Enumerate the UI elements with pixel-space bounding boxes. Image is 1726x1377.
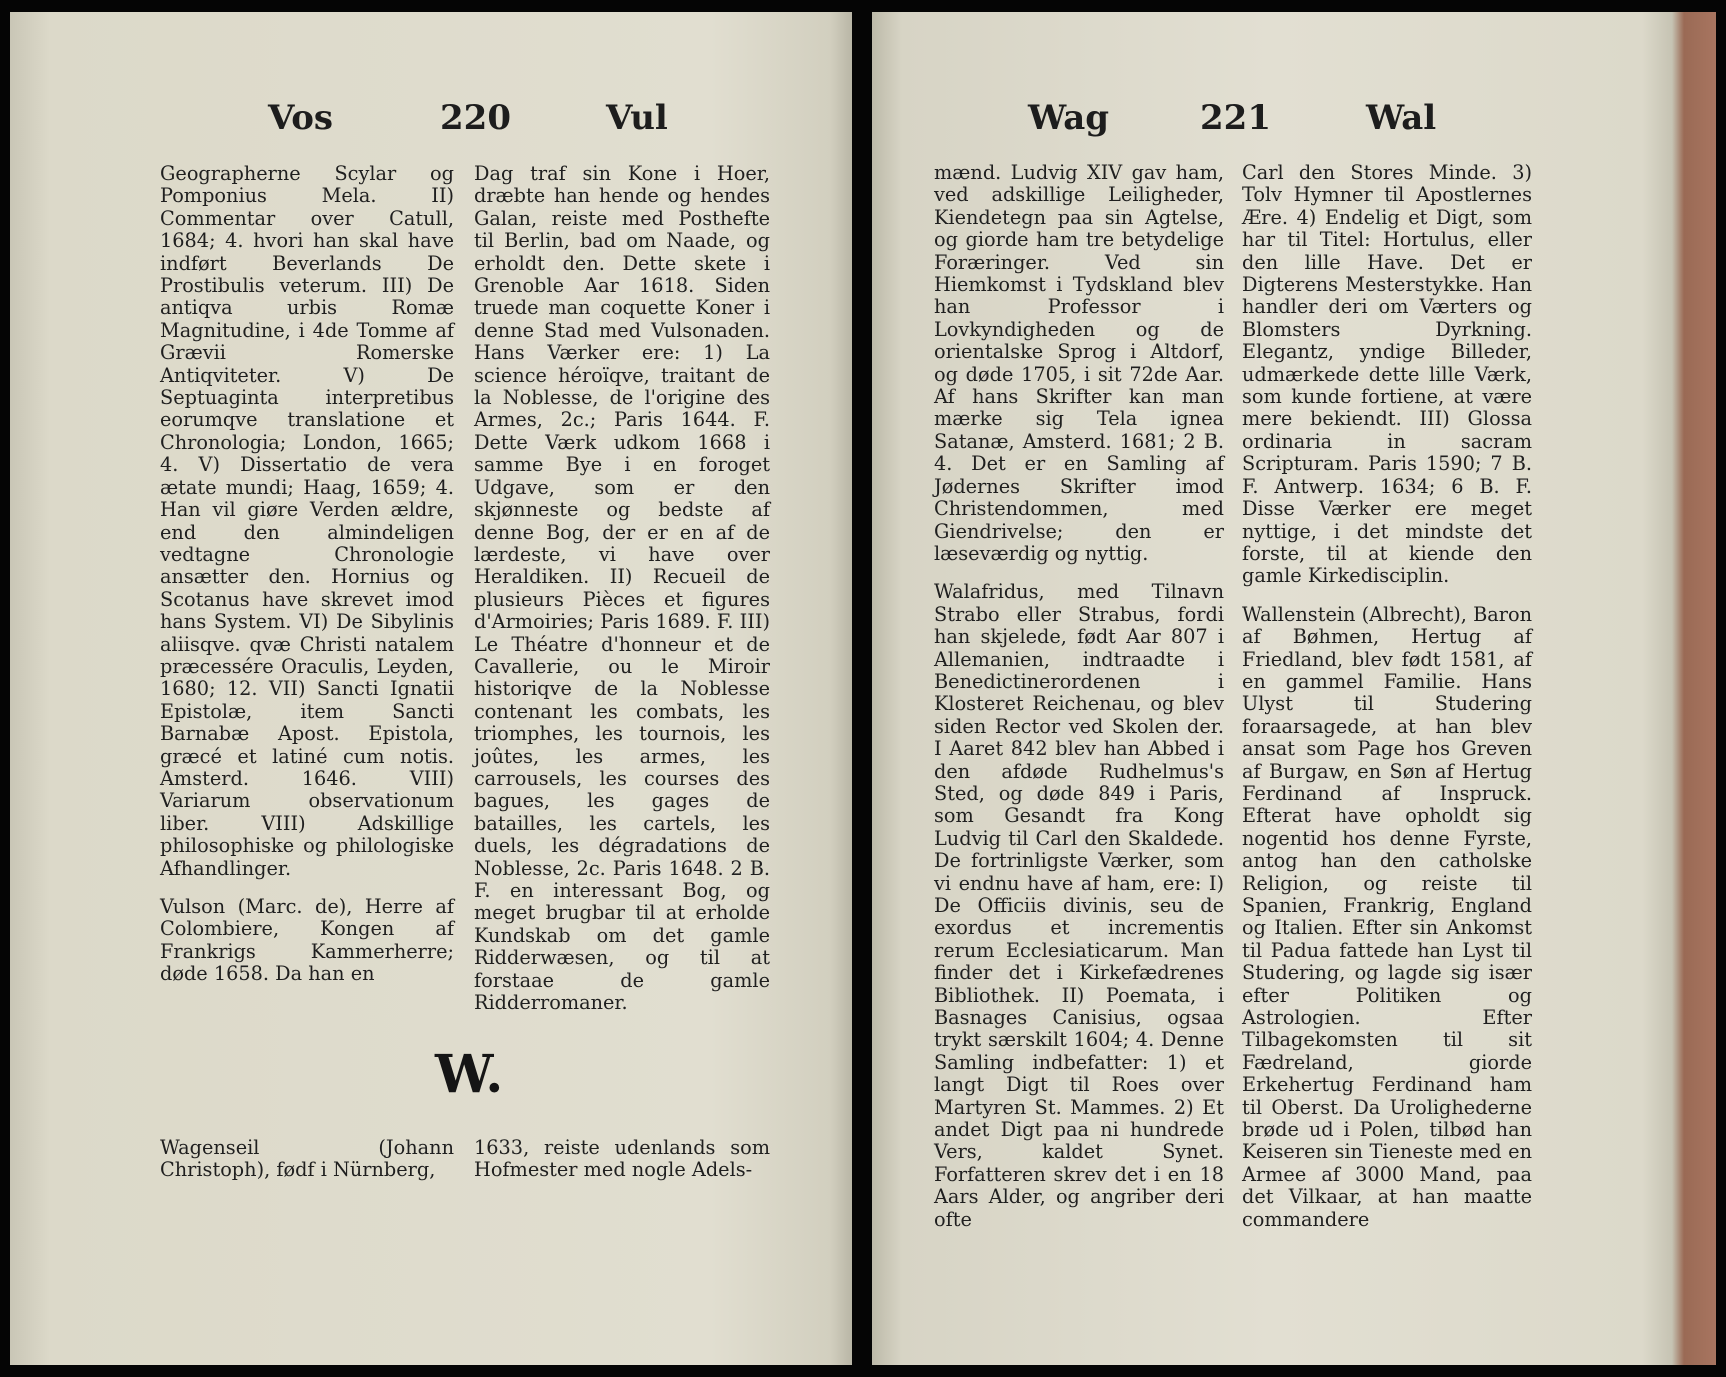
paragraph: 1633, reiste udenlands som Hofmester med nogle Adels- — [474, 1136, 770, 1182]
entry-paragraph: Walafridus, med Tilnavn Strabo eller Strabus, fordi han skjelede, født Aar 807 i Allemanien, indtraadte i Benedictinerordenen i Klosteret Reichenau, og blev siden Rector ved Skolen der. I Aaret 842 blev han Abbed i den afdøde Rudhelmus's Sted, og døde 849 i Paris, som Gesandt fra Kong Ludvig til Carl den Skaldede. De fortrinligste Værker, som vi endnu have af ham, ere: I) De Officiis divinis, seu de exordus et incrementis rerum Ecclesiaticarum. Man finder det i Kirkefædrenes Bibliothek. II) Poemata, i Basnages Canisius, ogsaa trykt særskilt 1604; 4. Denne Samling indbefatter: 1) et langt Digt til Roes over Martyren St. Mammes. 2) Et andet Digt paa ni hundrede Vers, kaldet Synet. Forfatteren skrev det i en 18 Aars Alder, og angriber deri ofte — [934, 580, 1224, 1231]
header-left-word: Vos — [268, 98, 334, 138]
right-page-column-2 — [1242, 162, 1532, 1231]
paragraph: Carl den Stores Minde. 3) Tolv Hymner til Apostlernes Ære. 4) Endelig et Digt, som har til Titel: Hortulus, eller den lille Have. Det er Digterens Mesterstykke. Han handler deri om Værters og Blomsters Dyrkning. Elegantz, yndige Billeder, udmærkede dette lille Værk, som kunde fortiene, at være mere bekiendt. III) Glossa ordinaria in sacram Scripturam. Paris 1590; 7 B. F. Antwerp. 1634; 6 B. F. Disse Værker ere meget nyttige, i det mindste det forste, til at kiende den gamle Kirkedisciplin. — [1242, 161, 1532, 588]
page-number: 221 — [1200, 98, 1271, 138]
section-letter: W. — [435, 1044, 504, 1105]
paragraph: mænd. Ludvig XIV gav ham, ved adskillige Leiligheder, Kiendetegn paa sin Agtelse, og giorde ham tre betydelige Foræringer. Ved sin Hiemkomst i Tydskland blev han Professor i Lovkyndigheden og de orientalske Sprog i Altdorf, og døde 1705, i sit 72de Aar. Af hans Skrifter kan man mærke sig Tela ignea Satanæ, Amsterd. 1681; 2 B. 4. Det er en Samling af Jødernes Skrifter imod Christendommen, med Giendrivelse; den er læseværdig og nyttig. — [934, 161, 1224, 565]
left-page — [10, 12, 852, 1365]
header-left-word: Wag — [1028, 98, 1110, 138]
left-page-column-1 — [160, 163, 454, 986]
left-page-bottom-column-2 — [474, 1137, 770, 1182]
paragraph: Geographerne Scylar og Pomponius Mela. II) Commentar over Catull, 1684; 4. hvori han skal have indført Beverlands De Prostibulis veterum. III) De antiqva urbis Romæ Magnitudine, i 4de Tomme af Grævii Romerske Antiqviteter. V) De Septuaginta interpretibus eorumqve translatione et Chronologia; London, 1665; 4. V) Dissertatio de vera ætate mundi; Haag, 1659; 4. Han vil giøre Verden ældre, end den almindeligen vedtagne Chronologie ansætter den. Hornius og Scotanus have skrevet imod hans System. VI) De Sibylinis aliisqve. qvæ Christi natalem præcessére Oraculis, Leyden, 1680; 12. VII) Sancti Ignatii Epistolæ, item Sancti Barnabæ Apost. Epistola, græcé et latiné cum notis. Amsterd. 1646. VIII) Variarum observationum liber. VIII) Adskillige philosophiske og philologiske Afhandlinger. — [160, 162, 454, 880]
right-page — [872, 12, 1716, 1365]
entry-paragraph: Wagenseil (Johann Christoph), fødf i Nürnberg, — [160, 1136, 454, 1182]
left-page-header — [10, 98, 852, 148]
right-page-column-1 — [934, 162, 1224, 1231]
right-page-header — [872, 98, 1716, 148]
header-right-word: Wal — [1366, 98, 1437, 138]
header-right-word: Vul — [606, 98, 668, 138]
entry-paragraph: Wallenstein (Albrecht), Baron af Bøhmen, Hertug af Friedland, blev født 1581, af en gammel Familie. Hans Ulyst til Studering foraarsagede, at han blev ansat som Page hos Greven af Burgaw, en Søn af Hertug Ferdinand af Inspruck. Efterat have opholdt sig nogentid hos denne Fyrste, antog han den catholske Religion, og reiste til Spanien, Frankrig, England og Italien. Efter sin Ankomst til Padua fattede han Lyst til Studering, og lagde sig især efter Politiken og Astrologien. Efter Tilbagekomsten til sit Fædreland, giorde Erkehertug Ferdinand ham til Oberst. Da Urolighederne brøde ud i Polen, tilbød han Keiseren sin Tieneste med en Armee af 3000 Mand, paa det Vilkaar, at han maatte commandere — [1242, 602, 1532, 1231]
left-page-column-2 — [474, 163, 770, 1014]
page-number: 220 — [440, 98, 511, 138]
entry-paragraph: Vulson (Marc. de), Herre af Colombiere, Kongen af Frankrigs Kammerherre; døde 1658. Da han en — [160, 895, 454, 986]
paragraph: Dag traf sin Kone i Hoer, dræbte han hende og hendes Galan, reiste med Posthefte til Berlin, bad om Naade, og erholdt den. Dette skete i Grenoble Aar 1618. Siden truede man coquette Koner i denne Stad med Vulsonaden. Hans Værker ere: 1) La science héroïqve, traitant de la Noblesse, de l'origine des Armes, 2c.; Paris 1644. F. Dette Værk udkom 1668 i samme Bye i en foroget Udgave, som er den skjønneste og bedste af denne Bog, der er en af de lærdeste, vi have over Heraldiken. II) Recueil de plusieurs Pièces et figures d'Armoiries; Paris 1689. F. III) Le Théatre d'honneur et de Cavallerie, ou le Miroir historiqve de la Noblesse contenant les combats, les triomphes, les tournois, les joûtes, les armes, les carrousels, les courses des bagues, les gages de batailles, les cartels, les duels, les dégradations de Noblesse, 2c. Paris 1648. 2 B. F. en interessant Bog, og meget brugbar til at erholde Kundskab om det gamle Ridderwæsen, og til at forstaae de gamle Ridderromaner. — [474, 162, 770, 1015]
left-page-bottom-column-1 — [160, 1137, 454, 1182]
